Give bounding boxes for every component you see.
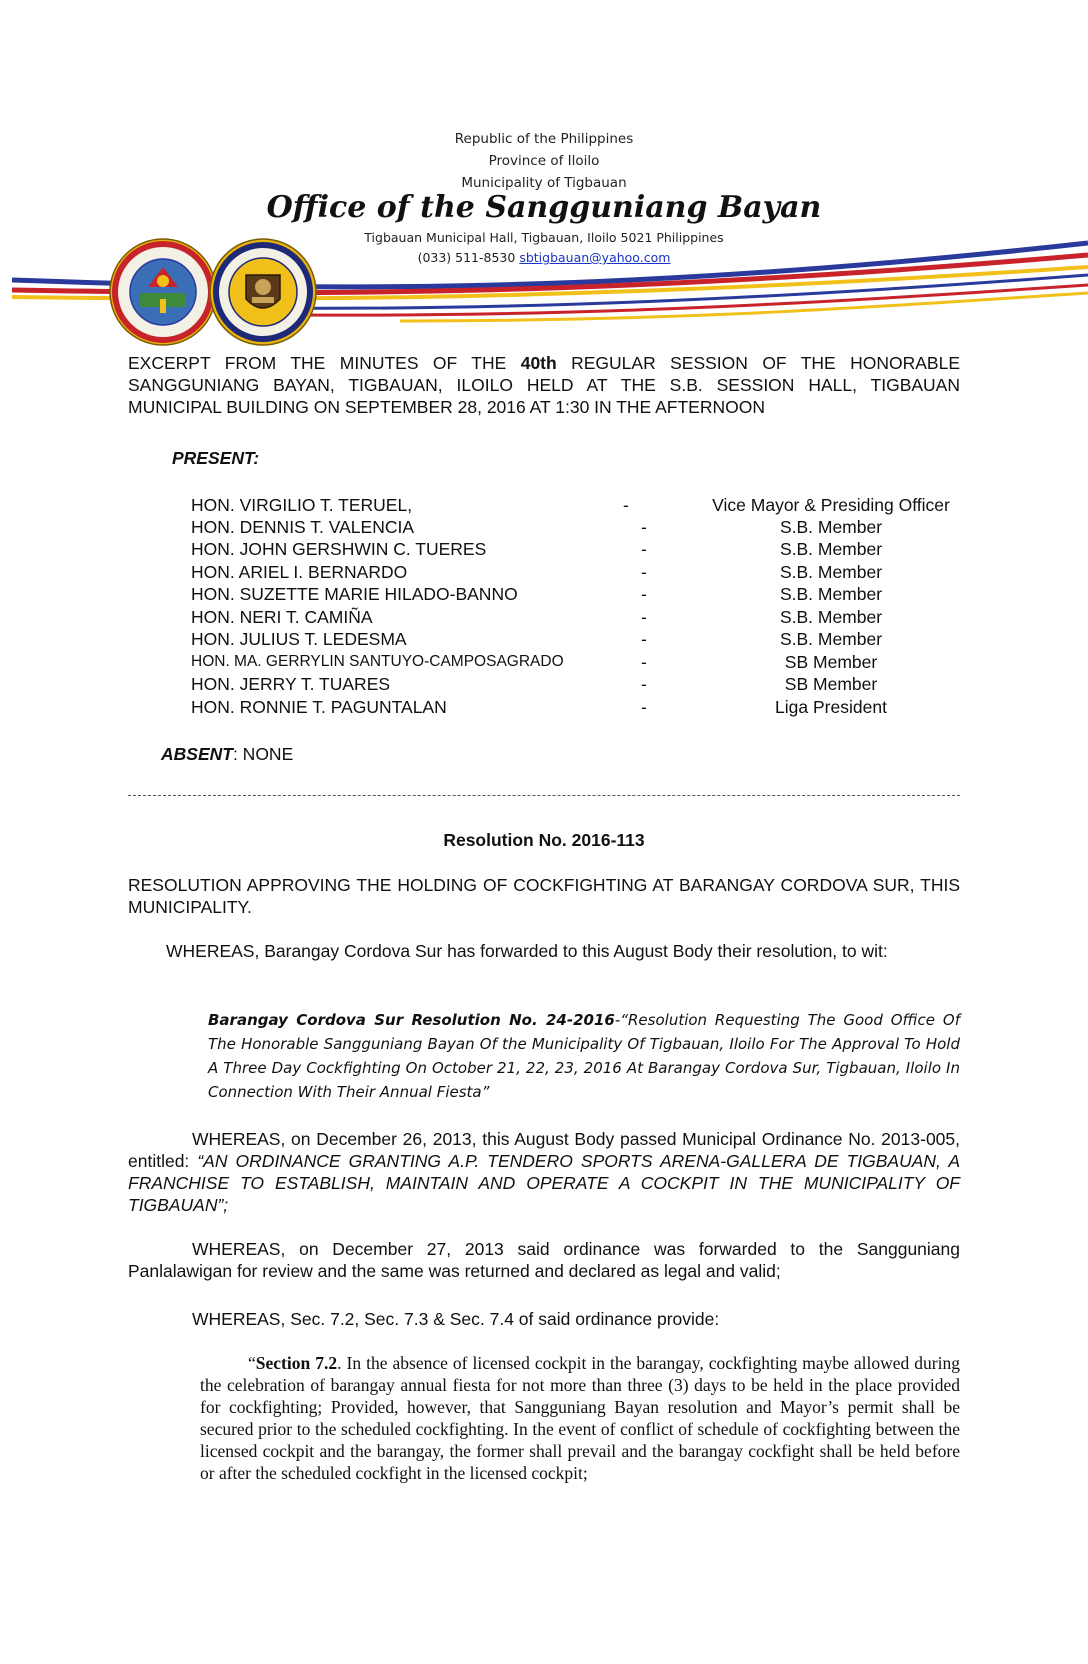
member-name: HON. DENNIS T. VALENCIA (191, 517, 415, 537)
office-title: Office of the Sangguniang Bayan (266, 190, 822, 225)
header-phone: (033) 511-8530 (417, 250, 516, 265)
member-dash: - (641, 584, 647, 604)
member-name: HON. SUZETTE MARIE HILADO-BANNO (191, 584, 518, 604)
whereas-4: WHEREAS, Sec. 7.2, Sec. 7.3 & Sec. 7.4 of said ordinance provide: (192, 1309, 720, 1329)
excerpt-part1: EXCERPT FROM THE MINUTES OF THE (128, 353, 521, 373)
member-dash: - (641, 562, 647, 582)
absent-value: : NONE (232, 744, 294, 764)
member-row (191, 696, 971, 718)
member-row (191, 538, 971, 560)
section-label: Section 7.2 (255, 1353, 338, 1373)
whereas-3: WHEREAS, on December 27, 2013 said ordinance was forwarded to the Sangguniang Panlalawigan for review and the same was returned and declared as legal and valid; (128, 1239, 960, 1281)
member-name: HON. NERI T. CAMIÑA (191, 607, 373, 627)
member-name: HON. ARIEL I. BERNARDO (191, 562, 408, 582)
member-position: SB Member (784, 652, 878, 672)
member-row (191, 561, 971, 583)
sangguniang-bayan-seal-icon (208, 237, 318, 347)
session-number: 40th (520, 353, 557, 373)
section-divider (128, 795, 960, 796)
section-open-quote: “ (248, 1353, 256, 1373)
member-name: HON. VIRGILIO T. TERUEL, (191, 495, 413, 515)
member-dash: - (641, 652, 647, 672)
quote-resolution-label: Barangay Cordova Sur Resolution No. 24-2016 (208, 1011, 615, 1029)
member-row (191, 516, 971, 538)
member-position: S.B. Member (779, 607, 883, 627)
member-row (191, 651, 971, 673)
excerpt-part2: REGULAR SESSION OF THE HONORABLE SANGGUNIANG BAYAN, TIGBAUAN, ILOILO HELD AT THE S.B. SESSION HALL, TIGBAUAN MUNICIPAL BUILDING ON SEPTEMBER 28, 2016 AT 1:30 IN THE AFTERNOON (128, 353, 961, 417)
member-position: SB Member (784, 674, 878, 694)
member-dash: - (641, 697, 647, 717)
whereas-2-text: WHEREAS, on December 26, 2013, this August Body passed Municipal Ordinance No. 2013-005, entitled: (128, 1129, 960, 1171)
member-dash: - (641, 607, 647, 627)
ordinance-title: “AN ORDINANCE GRANTING A.P. TENDERO SPORTS ARENA-GALLERA DE TIGBAUAN, A FRANCHISE TO ESTABLISH, MAINTAIN AND OPERATE A COCKPIT IN THE MUNICIPALITY OF TIGBAUAN”; (128, 1151, 960, 1215)
member-name: HON. JOHN GERSHWIN C. TUERES (191, 539, 487, 559)
member-dash: - (641, 629, 647, 649)
header-email-link[interactable]: sbtigbauan@yahoo.com (519, 250, 671, 265)
member-row (191, 628, 971, 650)
header-republic: Republic of the Philippines (454, 131, 634, 147)
present-label: PRESENT: (172, 448, 260, 468)
header-municipality: Municipality of Tigbauan (461, 175, 627, 191)
member-position: S.B. Member (779, 517, 883, 537)
header-province: Province of Iloilo (488, 153, 600, 169)
member-name: HON. RONNIE T. PAGUNTALAN (191, 697, 447, 717)
excerpt-heading (128, 352, 960, 418)
member-position: Liga President (775, 697, 887, 717)
whereas-2 (128, 1128, 960, 1216)
barangay-resolution-quote (208, 1008, 960, 1104)
member-dash: - (623, 495, 629, 515)
member-row (191, 673, 971, 695)
section-7-2-quote (200, 1352, 960, 1484)
member-name: HON. JULIUS T. LEDESMA (191, 629, 407, 649)
member-name: HON. MA. GERRYLIN SANTUYO-CAMPOSAGRADO (191, 653, 564, 670)
whereas-1: WHEREAS, Barangay Cordova Sur has forwarded to this August Body their resolution, to wit: (166, 941, 888, 961)
member-position: S.B. Member (779, 539, 883, 559)
municipality-seal-icon (108, 237, 218, 347)
member-position: Vice Mayor & Presiding Officer (712, 495, 950, 515)
absent-label: ABSENT (161, 744, 233, 764)
member-row (191, 583, 971, 605)
member-row (191, 494, 971, 516)
member-position: S.B. Member (779, 629, 883, 649)
member-dash: - (641, 674, 647, 694)
member-dash: - (641, 539, 647, 559)
member-row (191, 606, 971, 628)
absent-line (161, 744, 293, 765)
member-position: S.B. Member (779, 562, 883, 582)
section-text: . In the absence of licensed cockpit in the barangay, cockfighting maybe allowed during the celebration of barangay annual fiesta for not more than three (3) days to be held in the place provided for cockfighting; Provided, however, that Sangguniang Bayan resolution and Mayor’s permit shall be secured prior to the scheduled cockfighting. In the event of conflict of schedule of cockfighting between the licensed cockpit and the barangay, the former shall prevail and the barangay cockfight shall be held before or after the scheduled cockfight in the licensed cockpit; (200, 1353, 960, 1483)
member-position: S.B. Member (779, 584, 883, 604)
resolution-number: Resolution No. 2016-113 (443, 830, 645, 850)
quote-text: -“Resolution Requesting The Good Office Of The Honorable Sangguniang Bayan Of the Municipality Of Tigbauan, Iloilo For The Approval To Hold A Three Day Cockfighting On October 21, 22, 23, 2016 At Barangay Cordova Sur, Tigbauan, Iloilo In Connection With Their Annual Fiesta” (208, 1011, 960, 1101)
member-dash: - (641, 517, 647, 537)
resolution-title: RESOLUTION APPROVING THE HOLDING OF COCKFIGHTING AT BARANGAY CORDOVA SUR, THIS MUNICIPALITY. (128, 875, 960, 917)
header-address: Tigbauan Municipal Hall, Tigbauan, Iloilo 5021 Philippines (364, 230, 724, 245)
member-name: HON. JERRY T. TUARES (191, 674, 391, 694)
